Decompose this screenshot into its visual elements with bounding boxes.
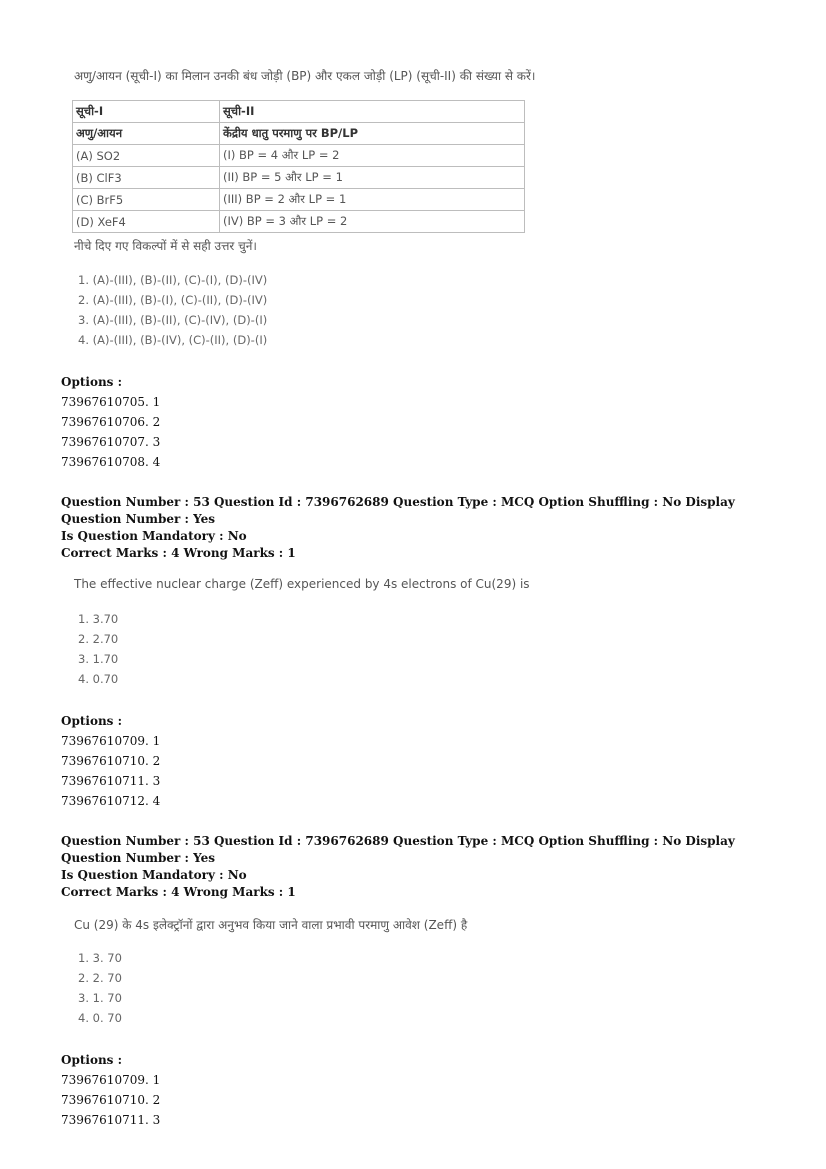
meta-line: Correct Marks : 4 Wrong Marks : 1 <box>61 885 296 899</box>
row-d-left: (D) XeF4 <box>73 211 220 233</box>
options-label: Options : <box>61 375 123 389</box>
row-c-right: (III) BP = 2 और LP = 1 <box>220 189 525 211</box>
list-item: 2. (A)-(III), (B)-(I), (C)-(II), (D)-(IV) <box>78 293 268 307</box>
option-item: 73967610710. 2 <box>61 754 161 768</box>
meta-line: Correct Marks : 4 Wrong Marks : 1 <box>61 546 296 560</box>
q53-hi-question <box>74 916 467 933</box>
col1-head: सूची-I <box>73 101 220 123</box>
q52-intro-text: अणु/आयन (सूची-I) का मिलान उनकी बंध जोड़ी (BP) और एकल जोड़ी (LP) (सूची-II) की संख्या से करें। <box>74 69 536 83</box>
row-d-right: (IV) BP = 3 और LP = 2 <box>220 211 525 233</box>
option-item: 73967610712. 4 <box>61 794 161 808</box>
list-item: 1. 3.70 <box>78 612 119 626</box>
q52-options <box>61 372 160 472</box>
list-item: 1. (A)-(III), (B)-(II), (C)-(I), (D)-(IV) <box>78 273 268 287</box>
col2-head: सूची-II <box>220 101 525 123</box>
list-item: 2. 2. 70 <box>78 971 122 985</box>
q53-en-question <box>74 577 530 591</box>
row-b-left: (B) ClF3 <box>73 167 220 189</box>
row-a-left: (A) SO2 <box>73 145 220 167</box>
option-item: 73967610710. 2 <box>61 1093 161 1107</box>
options-label: Options : <box>61 1053 123 1067</box>
row-a-right: (I) BP = 4 और LP = 2 <box>220 145 525 167</box>
q52-choose <box>74 237 257 254</box>
table-row <box>73 145 525 167</box>
question-text: The effective nuclear charge (Zeff) experienced by 4s electrons of Cu(29) is <box>74 577 530 591</box>
q53-en-options <box>61 711 160 811</box>
list-item: 3. (A)-(III), (B)-(II), (C)-(IV), (D)-(I) <box>78 313 268 327</box>
question-text: Cu (29) के 4s इलेक्ट्रॉनों द्वारा अनुभव किया जाने वाला प्रभावी परमाणु आवेश (Zeff) है <box>74 918 468 932</box>
option-item: 73967610709. 1 <box>61 734 161 748</box>
option-item: 73967610707. 3 <box>61 435 161 449</box>
meta-line: Question Number : 53 Question Id : 7396762689 Question Type : MCQ Option Shuffling : No Display Question Number : Yes <box>61 834 735 865</box>
q52-choose-text: नीचे दिए गए विकल्पों में से सही उत्तर चुनें। <box>74 239 257 253</box>
table-row <box>73 211 525 233</box>
option-item: 73967610705. 1 <box>61 395 161 409</box>
row-b-right: (II) BP = 5 और LP = 1 <box>220 167 525 189</box>
list-item: 2. 2.70 <box>78 632 119 646</box>
q53-hi-meta <box>61 833 791 901</box>
option-item: 73967610711. 3 <box>61 1113 161 1127</box>
list-item: 4. (A)-(III), (B)-(IV), (C)-(II), (D)-(I) <box>78 333 268 347</box>
q53-en-meta <box>61 494 791 562</box>
list-item: 3. 1. 70 <box>78 991 122 1005</box>
list-item: 4. 0.70 <box>78 672 119 686</box>
list-item: 4. 0. 70 <box>78 1011 122 1025</box>
col2-sub: केंद्रीय धातु परमाणु पर BP/LP <box>220 123 525 145</box>
option-item: 73967610711. 3 <box>61 774 161 788</box>
table-row <box>73 189 525 211</box>
q53-en-choices <box>78 609 118 689</box>
list-item: 1. 3. 70 <box>78 951 122 965</box>
option-item: 73967610706. 2 <box>61 415 161 429</box>
q53-hi-choices <box>78 948 122 1028</box>
q52-intro <box>74 67 535 84</box>
option-item: 73967610708. 4 <box>61 455 161 469</box>
row-c-left: (C) BrF5 <box>73 189 220 211</box>
meta-line: Is Question Mandatory : No <box>61 529 247 543</box>
meta-line: Question Number : 53 Question Id : 7396762689 Question Type : MCQ Option Shuffling : No Display Question Number : Yes <box>61 495 735 526</box>
option-item: 73967610709. 1 <box>61 1073 161 1087</box>
q52-choices <box>78 270 267 350</box>
options-label: Options : <box>61 714 123 728</box>
q53-hi-options <box>61 1050 160 1130</box>
meta-line: Is Question Mandatory : No <box>61 868 247 882</box>
col1-sub: अणु/आयन <box>73 123 220 145</box>
table-header-row <box>73 101 525 123</box>
list-item: 3. 1.70 <box>78 652 119 666</box>
match-table <box>72 100 525 233</box>
table-row <box>73 167 525 189</box>
table-subheader-row <box>73 123 525 145</box>
